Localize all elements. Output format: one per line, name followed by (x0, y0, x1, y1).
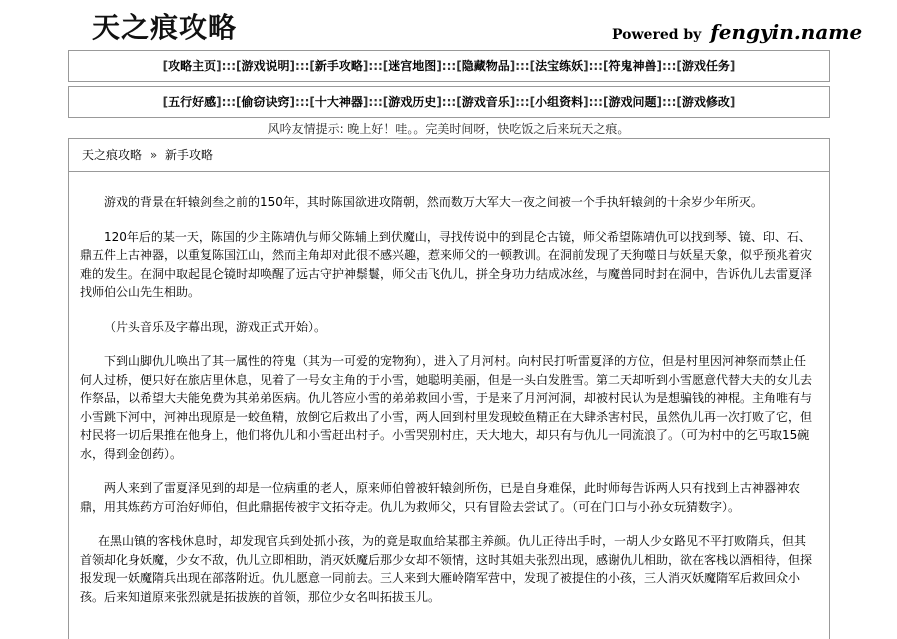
breadcrumb-arrow: » (149, 148, 158, 162)
article-paragraph: 下到山脚仇儿唤出了其一属性的符鬼（其为一可爱的宠物狗），进入了月河村。向村民打听雷夏泽的方位，但是村里因河神祭而禁止任何人过桥，便只好在旅店里休息，见着了一号女主角的于小雪，她聪明美丽，但是一头白发胜雪。第二天却听到小雪愿意代替大夫的女儿去作祭品，以希望大夫能免费为其弟弟医病。仇儿答应小雪的弟弟救回小雪，于是来了月河河洞，却被村民认为是想骗钱的神棍。主角唯有与小雪跳下河中，河神出现原是一蛟鱼精，放倒它后救出了小雪，两人回到村里发现蛟鱼精正在大肆杀害村民，虽然仇儿再一次打败了它，但村民将一切后果推在他身上，他们将仇儿和小雪赶出村子。小雪哭别村庄，天大地大，却只有与仇儿一同流浪了。（可为村中的乞丐取15碗水，得到金创药）。 (80, 354, 813, 461)
article-body (80, 193, 815, 622)
nav-beginner-guide[interactable]: 新手攻略 (314, 59, 363, 73)
nav-maze-maps[interactable]: 迷宫地图 (388, 59, 437, 73)
nav-game-history[interactable]: 游戏历史 (388, 95, 437, 109)
article-paragraph: （片头音乐及字幕出现，游戏正式开始）。 (104, 319, 327, 334)
content-panel (68, 138, 830, 639)
greeting-notice: 风吟友情提示: 晚上好！哇。。完美时间呀，快吃饭之后来玩天之痕。 (267, 122, 630, 136)
nav-stealing-tips[interactable]: 偷窃诀窍 (241, 95, 290, 109)
breadcrumb-home-link[interactable]: 天之痕攻略 (82, 148, 143, 162)
site-header (0, 0, 897, 48)
nav-ghosts-beasts[interactable]: 符鬼神兽 (608, 59, 657, 73)
nav-five-elements[interactable]: 五行好感 (168, 95, 217, 109)
breadcrumb-current: 新手攻略 (165, 148, 214, 162)
nav-hidden-items[interactable]: 隐藏物品 (461, 59, 510, 73)
article-paragraph: 两人来到了雷夏泽见到的却是一位病重的老人，原来师伯曾被轩辕剑所伤，已是自身难保，此时师每告诉两人只有找到上古神器神农鼎，用其炼药方可治好师伯，但此鼎据传被宇文拓夺走。仇儿为救师父，只有冒险去尝试了。（可在门口与小孙女玩猜数字）。 (80, 481, 801, 514)
powered-by-label: Powered by (612, 27, 702, 43)
nav-ten-artifacts[interactable]: 十大神器 (314, 95, 363, 109)
secondary-nav: [五行好感]:::[偷窃诀窍]:::[十大神器]:::[游戏历史]:::[游戏音乐]:::[小组资料]:::[游戏问题]:::[游戏修改] (68, 86, 830, 118)
powered-by-brand-link[interactable]: fengyin.name (710, 20, 863, 44)
nav-game-quests[interactable]: 游戏任务 (681, 59, 730, 73)
article-paragraph: 在黑山镇的客栈休息时，却发现官兵到处抓小孩，为的竟是取血给某郡主养颜。仇儿正待出手时，一胡人少女路见不平打败隋兵，但其首领却化身妖魔，少女不敌，仇儿立即相助，消灭妖魔后那少女却不领情，这时其姐夫张烈出现，感谢仇儿相助，欲在客栈以酒相待，但探报发现一妖魔隋兵出现在部落附近。仇儿愿意一同前去。三人来到大雁岭隋军营中，发现了被提住的小孩，三人消灭妖魔隋军后救回众小孩。后来知道原来张烈就是拓拔族的首领，那位少女名叫拓拔玉儿。 (80, 534, 813, 604)
powered-by (612, 20, 862, 44)
breadcrumb (69, 139, 829, 172)
nav-treasure-refining[interactable]: 法宝练妖 (535, 59, 584, 73)
site-logo[interactable]: 天之痕攻略 (92, 11, 238, 44)
nav-game-mods[interactable]: 游戏修改 (681, 95, 730, 109)
article-paragraph: 120年后的某一天，陈国的少主陈靖仇与师父陈辅上到伏魔山，寻找传说中的到昆仑古镜，师父希望陈靖仇可以找到琴、镜、印、石、鼎五件上古神器，以重复陈国江山，然而主角却对此很不感兴趣，惹来师父的一顿教训。在洞前发现了天狗噬日与妖星天象，似乎预兆着灾难的发生。在洞中取起昆仑镜时却唤醒了远古守护神鬃鬟，师父击飞仇儿，拼全身功力结成冰丝，与魔兽同时封在洞中，告诉仇儿去雷夏泽找师伯公山先生相助。 (80, 229, 813, 299)
nav-home[interactable]: 攻略主页 (168, 59, 217, 73)
nav-team-info[interactable]: 小组资料 (535, 95, 584, 109)
nav-game-music[interactable]: 游戏音乐 (461, 95, 510, 109)
primary-nav: [攻略主页]:::[游戏说明]:::[新手攻略]:::[迷宫地图]:::[隐藏物品]:::[法宝练妖]:::[符鬼神兽]:::[游戏任务] (68, 50, 830, 82)
nav-game-manual[interactable]: 游戏说明 (241, 59, 290, 73)
nav-game-faq[interactable]: 游戏问题 (608, 95, 657, 109)
article-paragraph: 游戏的背景在轩辕剑叁之前的150年，其时陈国欲进攻隋朝，然而数万大军大一夜之间被一个手执轩辕剑的十余岁少年所灭。 (104, 195, 763, 209)
